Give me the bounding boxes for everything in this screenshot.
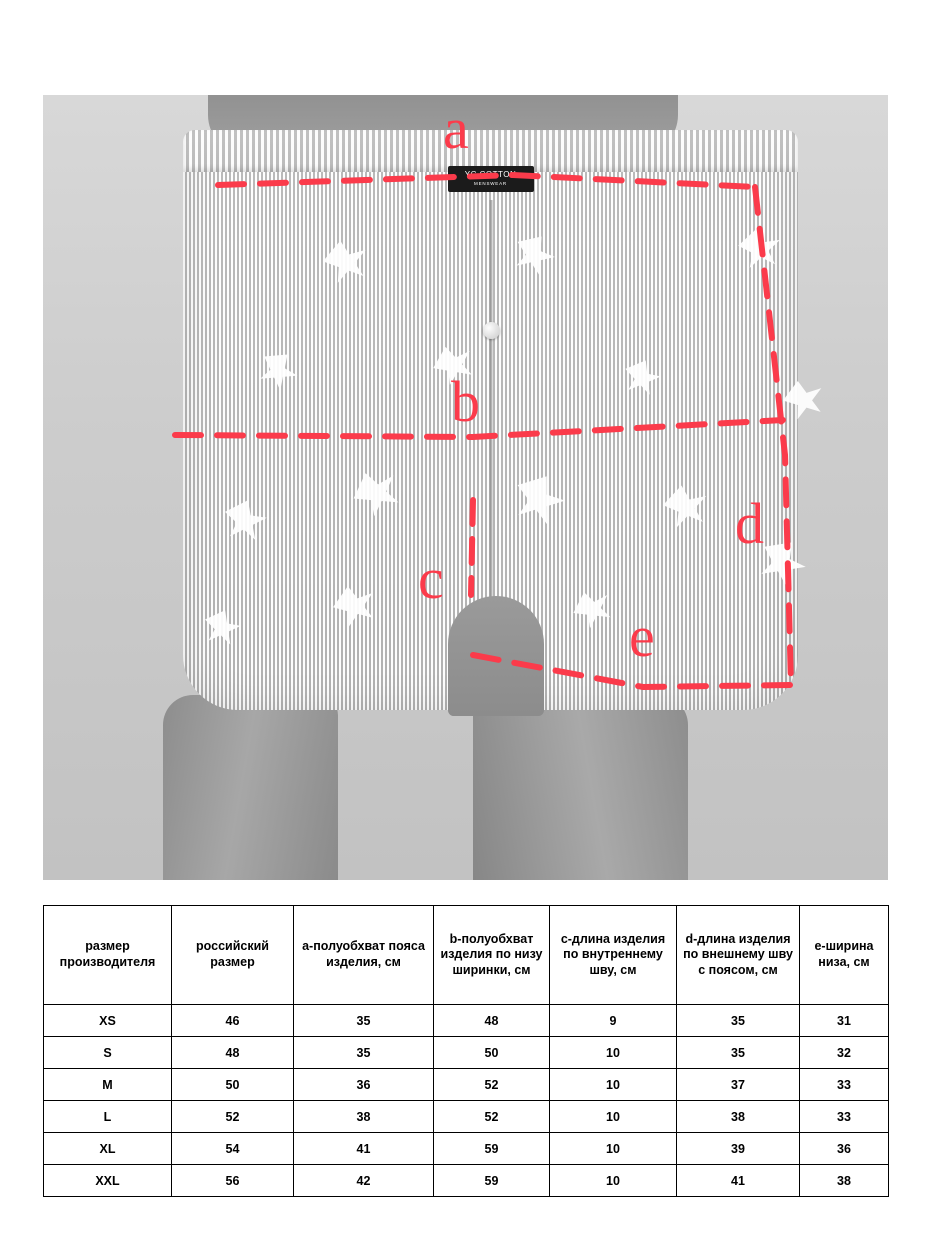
table-header-cell: c-длина изделия по внутреннему шву, см [550, 906, 677, 1005]
table-cell: 59 [434, 1133, 550, 1165]
table-cell: 35 [294, 1005, 434, 1037]
table-header-cell: d-длина изделия по внешнему шву с поясом, см [677, 906, 800, 1005]
table-cell: 38 [294, 1101, 434, 1133]
table-header-cell: b-полуобхват изделия по низу ширинки, см [434, 906, 550, 1005]
table-cell: 10 [550, 1037, 677, 1069]
table-cell: 48 [172, 1037, 294, 1069]
measure-label-d: d [735, 491, 764, 556]
table-row [44, 1133, 889, 1165]
table-header-cell: российский размер [172, 906, 294, 1005]
table-row [44, 1005, 889, 1037]
table-cell: 38 [677, 1101, 800, 1133]
model-right-leg [473, 695, 688, 880]
table-cell: 9 [550, 1005, 677, 1037]
table-cell: 33 [800, 1069, 889, 1101]
measure-label-c: c [418, 546, 444, 611]
table-header-cell: a-полуобхват пояса изделия, см [294, 906, 434, 1005]
table-cell: XXL [44, 1165, 172, 1197]
model-left-leg [163, 695, 338, 880]
table-cell: 35 [677, 1005, 800, 1037]
table-cell: 52 [172, 1101, 294, 1133]
table-cell: 39 [677, 1133, 800, 1165]
table-cell: 35 [677, 1037, 800, 1069]
measure-label-b: b [451, 369, 480, 434]
table-row [44, 1101, 889, 1133]
crotch-gap [448, 596, 544, 716]
table-cell: 36 [294, 1069, 434, 1101]
product-measurement-photo [43, 95, 888, 880]
measure-label-a: a [443, 96, 469, 161]
table-cell: 37 [677, 1069, 800, 1101]
table-cell: 50 [434, 1037, 550, 1069]
table-cell: 56 [172, 1165, 294, 1197]
table-cell: 42 [294, 1165, 434, 1197]
table-cell: 59 [434, 1165, 550, 1197]
table-row [44, 1165, 889, 1197]
table-cell: 54 [172, 1133, 294, 1165]
table-cell: 38 [800, 1165, 889, 1197]
table-header-cell: e-ширина низа, см [800, 906, 889, 1005]
fly-seam [489, 200, 492, 630]
brand-label [448, 166, 534, 192]
table-cell: 35 [294, 1037, 434, 1069]
table-header-row [44, 906, 889, 1005]
table-row [44, 1037, 889, 1069]
measure-label-e: e [629, 604, 655, 669]
table-cell: 32 [800, 1037, 889, 1069]
table-cell: 33 [800, 1101, 889, 1133]
table-cell: 48 [434, 1005, 550, 1037]
table-cell: XL [44, 1133, 172, 1165]
table-cell: 10 [550, 1165, 677, 1197]
table-cell: S [44, 1037, 172, 1069]
size-chart [43, 905, 888, 1197]
table-cell: XS [44, 1005, 172, 1037]
size-table [43, 905, 889, 1197]
table-cell: 36 [800, 1133, 889, 1165]
table-header-cell: размер производителя [44, 906, 172, 1005]
table-cell: 31 [800, 1005, 889, 1037]
table-cell: 10 [550, 1069, 677, 1101]
table-cell: L [44, 1101, 172, 1133]
table-cell: 41 [677, 1165, 800, 1197]
table-row [44, 1069, 889, 1101]
table-cell: 50 [172, 1069, 294, 1101]
table-cell: 10 [550, 1133, 677, 1165]
table-cell: M [44, 1069, 172, 1101]
table-cell: 52 [434, 1101, 550, 1133]
brand-label-line1: YC COTTON [464, 170, 517, 180]
table-cell: 52 [434, 1069, 550, 1101]
brand-label-line2: MENSWEAR [474, 181, 507, 187]
table-cell: 41 [294, 1133, 434, 1165]
fly-button [483, 322, 500, 339]
table-cell: 46 [172, 1005, 294, 1037]
boxer-shorts [183, 130, 798, 710]
table-cell: 10 [550, 1101, 677, 1133]
